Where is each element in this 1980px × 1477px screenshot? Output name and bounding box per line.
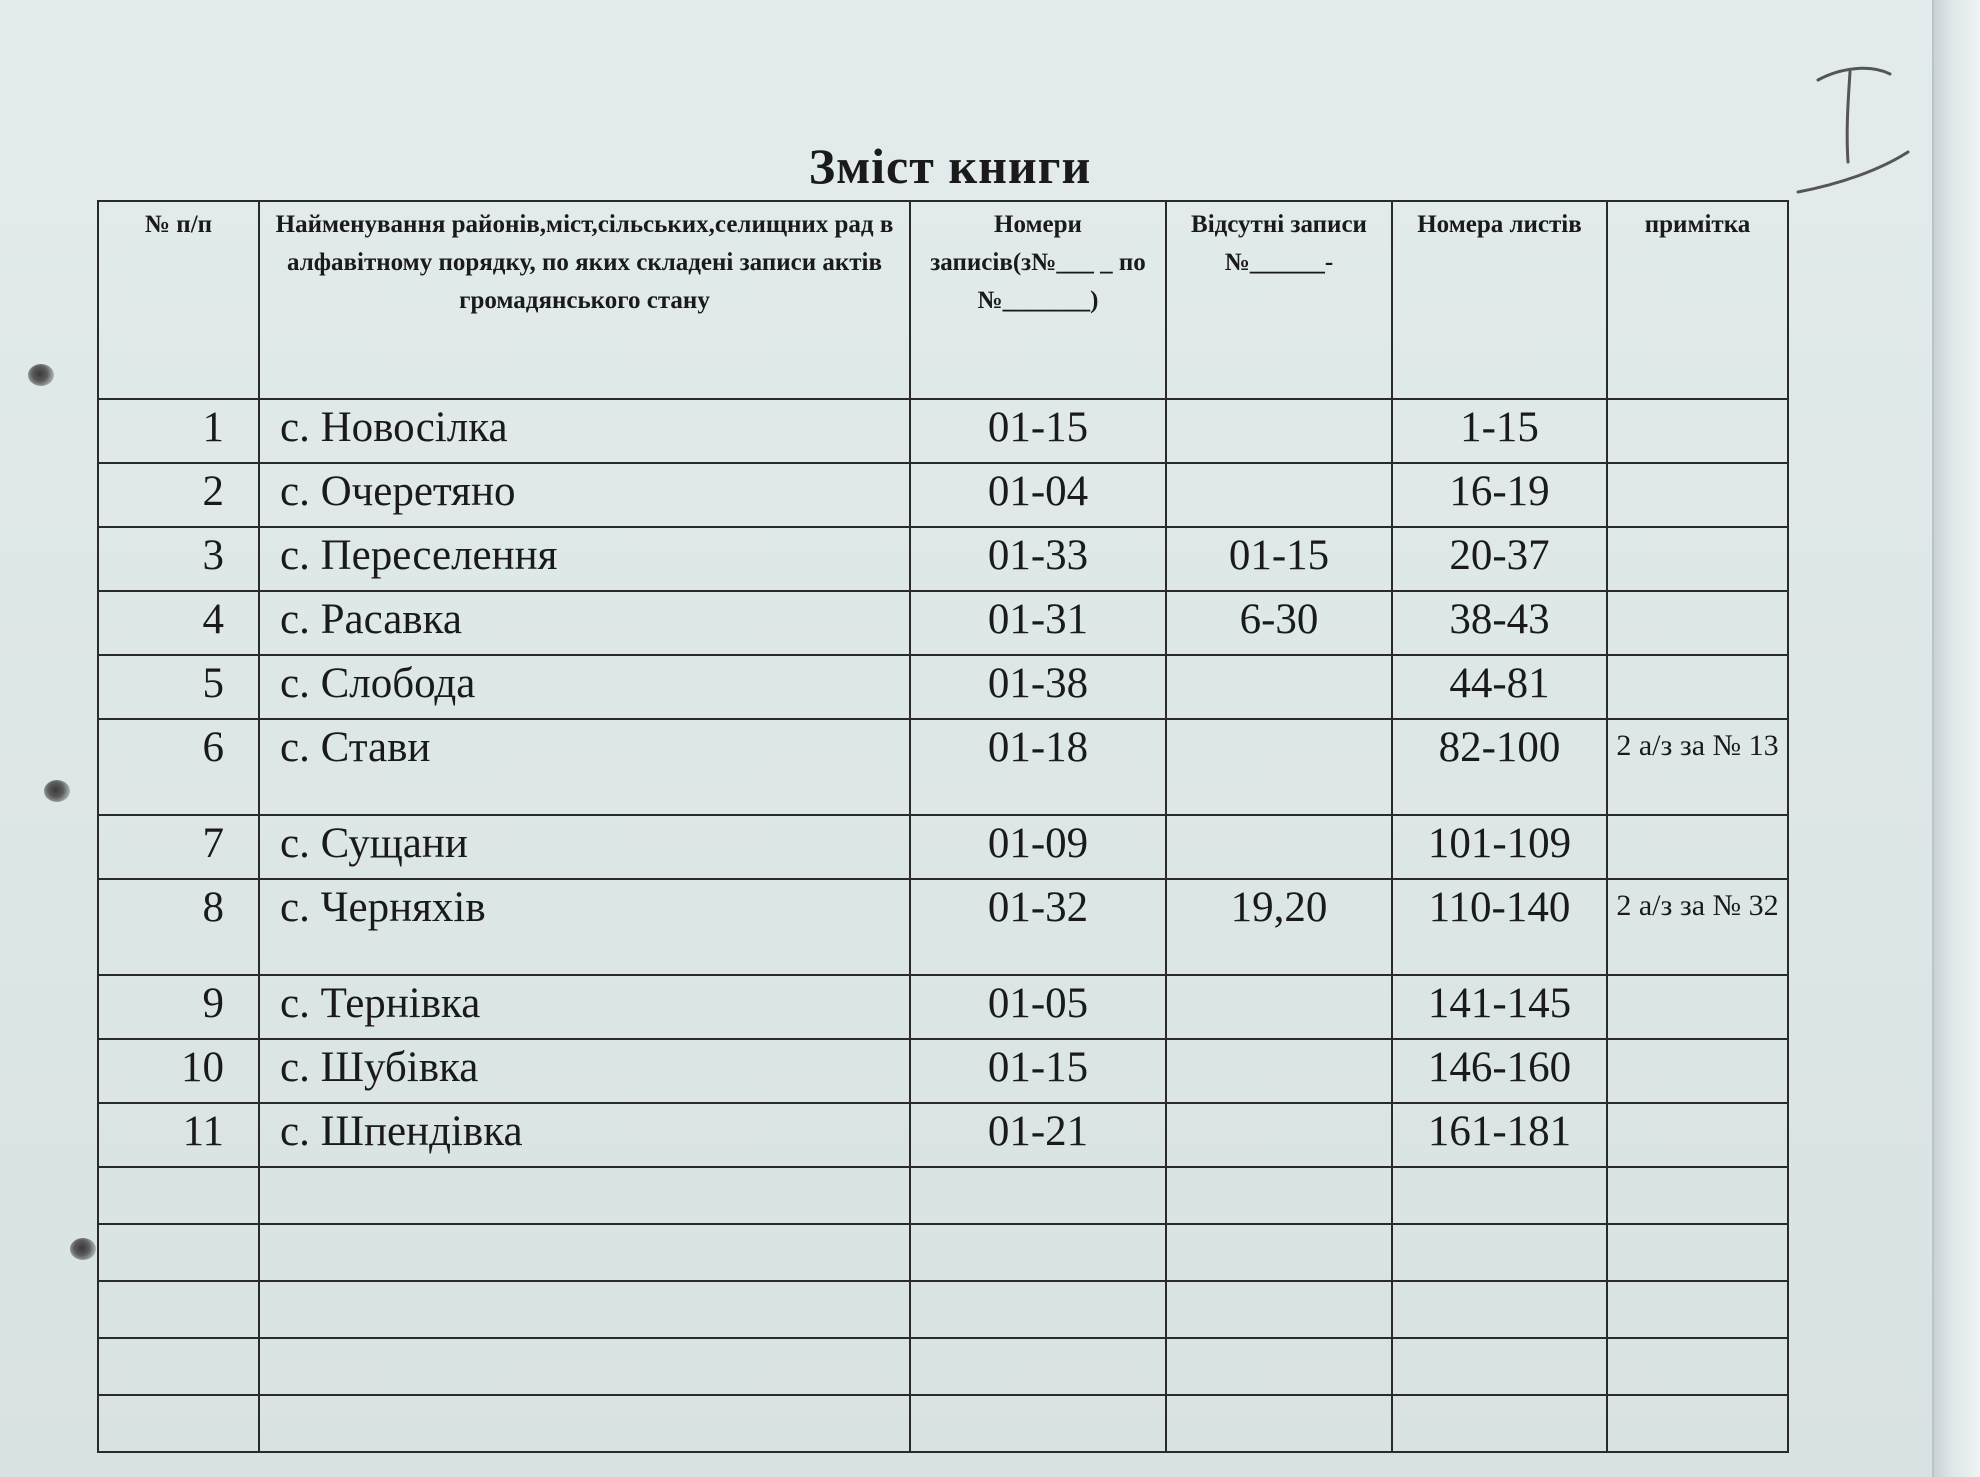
row-sheets: 16-19 <box>1392 463 1607 527</box>
table-row <box>98 1039 1788 1103</box>
row-missing: 6-30 <box>1166 591 1392 655</box>
row-num: 8 <box>98 879 259 975</box>
row-missing <box>1166 975 1392 1039</box>
row-missing: 19,20 <box>1166 879 1392 975</box>
row-records: 01-05 <box>910 975 1166 1039</box>
empty-cell <box>1607 1338 1788 1395</box>
row-name: с. Стави <box>259 719 910 815</box>
row-records: 01-38 <box>910 655 1166 719</box>
row-num: 1 <box>98 399 259 463</box>
binding-hole <box>44 780 70 802</box>
empty-cell <box>1166 1395 1392 1452</box>
row-num: 2 <box>98 463 259 527</box>
row-sheets: 44-81 <box>1392 655 1607 719</box>
table-row <box>98 399 1788 463</box>
empty-cell <box>1392 1281 1607 1338</box>
row-missing <box>1166 1039 1392 1103</box>
empty-cell <box>1392 1338 1607 1395</box>
row-records: 01-32 <box>910 879 1166 975</box>
empty-cell <box>1392 1224 1607 1281</box>
empty-row <box>98 1281 1788 1338</box>
row-name: с. Расавка <box>259 591 910 655</box>
empty-row <box>98 1395 1788 1452</box>
empty-cell <box>1166 1224 1392 1281</box>
row-name: с. Очеретяно <box>259 463 910 527</box>
row-sheets: 1-15 <box>1392 399 1607 463</box>
header-note: примітка <box>1607 201 1788 399</box>
empty-cell <box>1607 1167 1788 1224</box>
row-name: с. Сущани <box>259 815 910 879</box>
row-records: 01-09 <box>910 815 1166 879</box>
row-num: 7 <box>98 815 259 879</box>
header-row <box>98 201 1788 399</box>
empty-cell <box>910 1281 1166 1338</box>
row-records: 01-31 <box>910 591 1166 655</box>
row-name: с. Шпендівка <box>259 1103 910 1167</box>
empty-cell <box>910 1338 1166 1395</box>
row-name: с. Черняхів <box>259 879 910 975</box>
table-row <box>98 719 1788 815</box>
header-records: Номери записів(з№___ _ по №_______) <box>910 201 1166 399</box>
empty-cell <box>1607 1224 1788 1281</box>
table-row <box>98 815 1788 879</box>
empty-cell <box>910 1395 1166 1452</box>
empty-cell <box>259 1167 910 1224</box>
page-edge <box>1932 0 1980 1477</box>
row-records: 01-18 <box>910 719 1166 815</box>
empty-cell <box>98 1395 259 1452</box>
table-row <box>98 975 1788 1039</box>
row-missing: 01-15 <box>1166 527 1392 591</box>
empty-cell <box>910 1224 1166 1281</box>
row-note: 2 а/з за № 13 <box>1607 719 1788 815</box>
empty-cell <box>1392 1395 1607 1452</box>
row-name: с. Слобода <box>259 655 910 719</box>
row-num: 5 <box>98 655 259 719</box>
row-missing <box>1166 399 1392 463</box>
empty-cell <box>910 1167 1166 1224</box>
empty-cell <box>259 1224 910 1281</box>
row-note: 2 а/з за № 32 <box>1607 879 1788 975</box>
row-sheets: 38-43 <box>1392 591 1607 655</box>
empty-cell <box>98 1167 259 1224</box>
header-sheets: Номера листів <box>1392 201 1607 399</box>
row-note <box>1607 399 1788 463</box>
table-row <box>98 591 1788 655</box>
header-missing: Відсутні записи №______- <box>1166 201 1392 399</box>
contents-table <box>97 200 1789 1453</box>
binding-hole <box>28 364 54 386</box>
handwritten-mark-icon <box>1790 62 1910 202</box>
empty-cell <box>259 1281 910 1338</box>
row-missing <box>1166 655 1392 719</box>
row-sheets: 141-145 <box>1392 975 1607 1039</box>
row-note <box>1607 1103 1788 1167</box>
table-row <box>98 463 1788 527</box>
table-row <box>98 879 1788 975</box>
row-note <box>1607 815 1788 879</box>
row-note <box>1607 975 1788 1039</box>
row-name: с. Новосілка <box>259 399 910 463</box>
empty-row <box>98 1338 1788 1395</box>
row-note <box>1607 655 1788 719</box>
table-row <box>98 1103 1788 1167</box>
row-num: 10 <box>98 1039 259 1103</box>
empty-cell <box>259 1338 910 1395</box>
row-records: 01-15 <box>910 399 1166 463</box>
row-num: 4 <box>98 591 259 655</box>
row-name: с. Переселення <box>259 527 910 591</box>
empty-cell <box>1607 1281 1788 1338</box>
empty-row <box>98 1224 1788 1281</box>
row-sheets: 20-37 <box>1392 527 1607 591</box>
empty-cell <box>259 1395 910 1452</box>
page-title: Зміст книги <box>808 138 1092 194</box>
row-note <box>1607 463 1788 527</box>
empty-cell <box>1166 1281 1392 1338</box>
table-row <box>98 655 1788 719</box>
row-records: 01-04 <box>910 463 1166 527</box>
row-sheets: 101-109 <box>1392 815 1607 879</box>
row-num: 3 <box>98 527 259 591</box>
empty-cell <box>1166 1338 1392 1395</box>
row-missing <box>1166 815 1392 879</box>
row-num: 9 <box>98 975 259 1039</box>
binding-hole <box>70 1238 96 1260</box>
row-sheets: 161-181 <box>1392 1103 1607 1167</box>
row-missing <box>1166 1103 1392 1167</box>
empty-cell <box>98 1338 259 1395</box>
empty-cell <box>98 1281 259 1338</box>
header-num: № п/п <box>98 201 259 399</box>
row-sheets: 110-140 <box>1392 879 1607 975</box>
row-records: 01-33 <box>910 527 1166 591</box>
row-note <box>1607 1039 1788 1103</box>
row-num: 6 <box>98 719 259 815</box>
row-name: с. Шубівка <box>259 1039 910 1103</box>
row-num: 11 <box>98 1103 259 1167</box>
row-note <box>1607 591 1788 655</box>
row-name: с. Тернівка <box>259 975 910 1039</box>
row-missing <box>1166 463 1392 527</box>
row-records: 01-21 <box>910 1103 1166 1167</box>
empty-cell <box>98 1224 259 1281</box>
row-records: 01-15 <box>910 1039 1166 1103</box>
header-name: Найменування районів,міст,сільських,селищних рад в алфавітному порядку, по яких складені записи актів громадянського стану <box>259 201 910 399</box>
row-sheets: 82-100 <box>1392 719 1607 815</box>
empty-cell <box>1166 1167 1392 1224</box>
table-row <box>98 527 1788 591</box>
row-missing <box>1166 719 1392 815</box>
row-note <box>1607 527 1788 591</box>
empty-cell <box>1607 1395 1788 1452</box>
empty-cell <box>1392 1167 1607 1224</box>
empty-row <box>98 1167 1788 1224</box>
row-sheets: 146-160 <box>1392 1039 1607 1103</box>
